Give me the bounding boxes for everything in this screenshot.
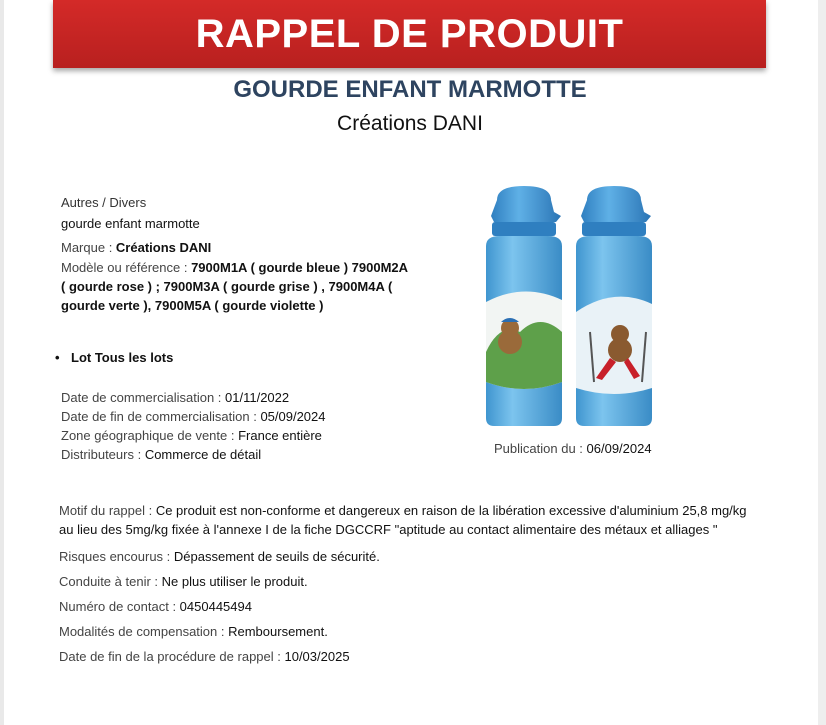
bottles-illustration bbox=[470, 182, 668, 430]
fin-procedure-row bbox=[59, 647, 749, 666]
brand-heading: Créations DANI bbox=[337, 112, 483, 135]
page-edge-left bbox=[0, 0, 4, 725]
page-edge-right bbox=[818, 0, 826, 725]
recall-details bbox=[59, 501, 749, 672]
zone-row bbox=[61, 426, 326, 445]
motif-value: Ce produit est non-conforme et dangereux en raison de la libération excessive d'aluminium 25,8 mg/kg au lieu des 5mg/kg fixée à l'annexe I de la fiche DGCCRF "aptitude au contact alimentaire des métaux et alliages " bbox=[59, 503, 747, 537]
lot-text: Lot Tous les lots bbox=[71, 350, 174, 365]
distributeurs-row bbox=[61, 445, 326, 464]
category: Autres / Divers bbox=[61, 195, 147, 210]
risques-value: Dépassement de seuils de sécurité. bbox=[173, 549, 380, 564]
distributeurs-label: Distributeurs : bbox=[61, 447, 145, 462]
motif-label: Motif du rappel : bbox=[59, 503, 156, 518]
motif-row bbox=[59, 501, 749, 539]
fin-commercialisation-value: 05/09/2024 bbox=[260, 409, 326, 424]
brand-row bbox=[61, 238, 211, 257]
publication-label: Publication du : bbox=[494, 441, 587, 456]
fin-procedure-label: Date de fin de la procédure de rappel : bbox=[59, 649, 285, 664]
fin-procedure-value: 10/03/2025 bbox=[284, 649, 350, 664]
compensation-label: Modalités de compensation : bbox=[59, 624, 229, 639]
conduite-label: Conduite à tenir : bbox=[59, 574, 162, 589]
commercialisation-label: Date de commercialisation : bbox=[61, 390, 226, 405]
lot-item bbox=[55, 350, 173, 365]
conduite-value: Ne plus utiliser le produit. bbox=[161, 574, 308, 589]
recall-banner bbox=[53, 0, 766, 68]
model-row bbox=[61, 258, 411, 315]
compensation-value: Remboursement. bbox=[228, 624, 328, 639]
publication-row bbox=[494, 441, 652, 456]
commercialisation-value: 01/11/2022 bbox=[225, 390, 290, 405]
distributeurs-value: Commerce de détail bbox=[144, 447, 262, 462]
contact-label: Numéro de contact : bbox=[59, 599, 180, 614]
dates-block bbox=[61, 388, 326, 464]
commercialisation-row bbox=[61, 388, 326, 407]
zone-value: France entière bbox=[238, 428, 322, 443]
contact-value: 0450445494 bbox=[179, 599, 252, 614]
product-name: GOURDE ENFANT MARMOTTE bbox=[233, 76, 587, 103]
publication-value: 06/09/2024 bbox=[586, 441, 652, 456]
bottle-left bbox=[486, 186, 562, 426]
risques-label: Risques encourus : bbox=[59, 549, 174, 564]
model-value: 7900M1A ( gourde bleue ) 7900M2A ( gourde rose ) ; 7900M3A ( gourde grise ) , 7900M4A ( gourde verte ), 7900M5A ( gourde violette ) bbox=[61, 260, 408, 313]
contact-row bbox=[59, 597, 749, 616]
fin-commercialisation-row bbox=[61, 407, 326, 426]
risques-row bbox=[59, 547, 749, 566]
product-image bbox=[470, 182, 668, 430]
conduite-row bbox=[59, 572, 749, 591]
lot-bullet: • bbox=[55, 350, 60, 365]
brand-label: Marque : bbox=[61, 240, 116, 255]
banner-title: RAPPEL DE PRODUIT bbox=[195, 11, 624, 56]
zone-label: Zone géographique de vente : bbox=[61, 428, 239, 443]
compensation-row bbox=[59, 622, 749, 641]
bottle-right bbox=[576, 186, 652, 426]
product-line: gourde enfant marmotte bbox=[61, 216, 200, 231]
model-label: Modèle ou référence : bbox=[61, 260, 192, 275]
brand-value: Créations DANI bbox=[115, 240, 212, 255]
fin-commercialisation-label: Date de fin de commercialisation : bbox=[61, 409, 261, 424]
